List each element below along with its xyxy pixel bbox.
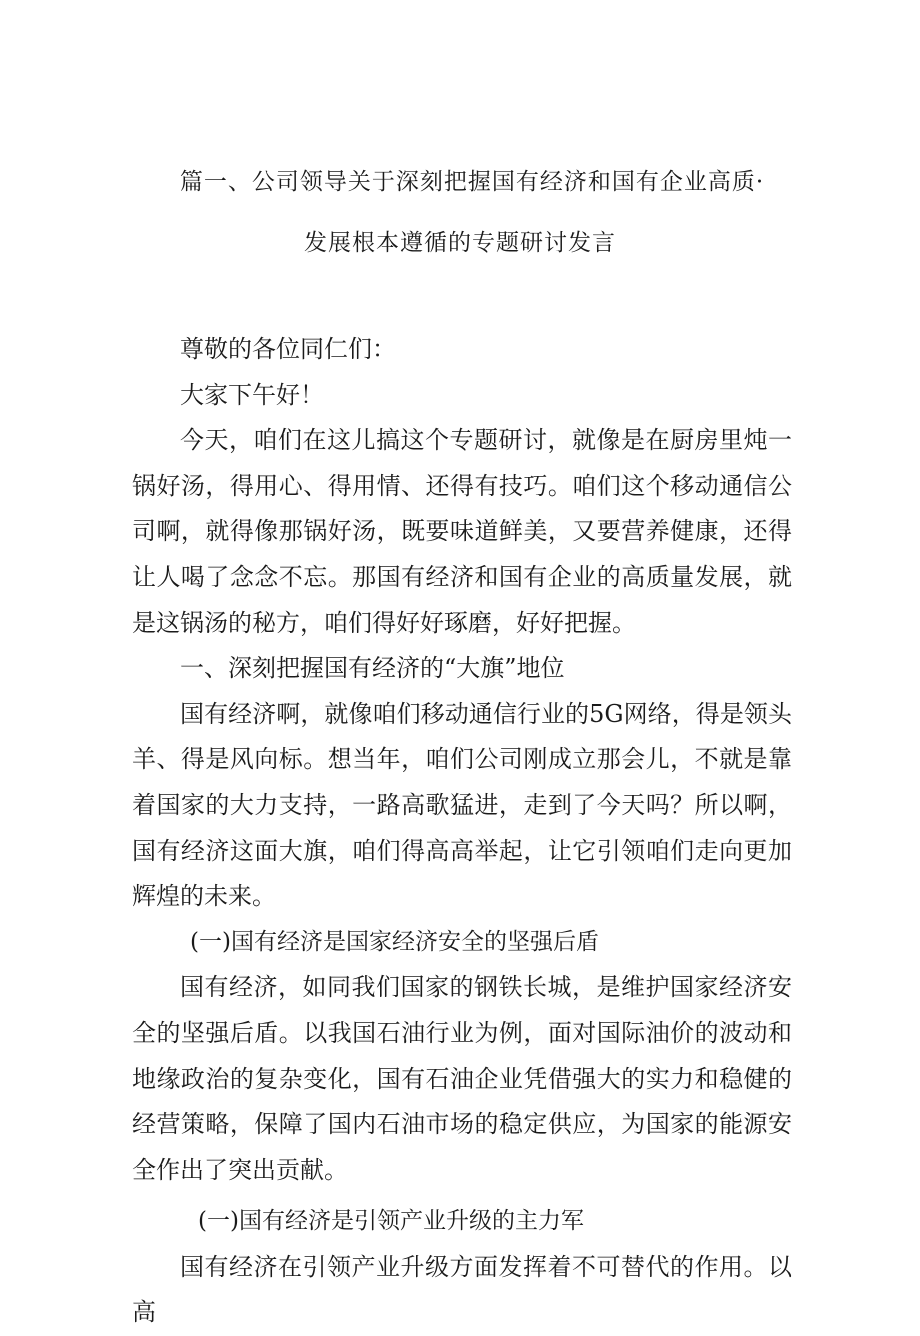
paragraph-section-1: 国有经济啊，就像咱们移动通信行业的5G网络，得是领头羊、得是风向标。想当年，咱们公司刚成立那会儿，不就是靠着国家的大力支持，一路高歌猛进，走到了今天吗？所以啊，国有经济这面大旗，咱们得高高举起，让它引领咱们走向更加辉煌的未来。 bbox=[132, 699, 792, 911]
paragraph-subsection-2: 国有经济在引领产业升级方面发挥着不可替代的作用。以高 bbox=[132, 1252, 792, 1327]
salutation: 尊敬的各位同仁们： bbox=[180, 335, 396, 363]
paragraph-intro: 今天，咱们在这儿搞这个专题研讨，就像是在厨房里炖一锅好汤，得用心、得用情、还得有技巧。咱们这个移动通信公司啊，就得像那锅好汤，既要味道鲜美，又要营养健康，还得让人喝了念念不忘。那国有经济和国有企业的高质量发展，就是这锅汤的秘方，咱们得好好琢磨，好好把握。 bbox=[132, 426, 792, 637]
subsection-heading-1: (一)国有经济是国家经济安全的坚强后盾 bbox=[190, 928, 599, 955]
document-body bbox=[132, 327, 792, 1336]
document-title-line-1: 篇一、公司领导关于深刻把握国有经济和国有企业高质· bbox=[179, 169, 765, 195]
document-title-line-2: 发展根本遵循的专题研讨发言 bbox=[304, 230, 616, 256]
section-heading-1: 一、深刻把握国有经济的“大旗”地位 bbox=[180, 654, 565, 683]
paragraph-subsection-1: 国有经济，如同我们国家的钢铁长城，是维护国家经济安全的坚强后盾。以我国石油行业为例，面对国际油价的波动和地缘政治的复杂变化，国有石油企业凭借强大的实力和稳健的经营策略，保障了国内石油市场的稳定供应，为国家的能源安全作出了突出贡献。 bbox=[132, 973, 792, 1184]
greeting: 大家下午好！ bbox=[180, 380, 324, 409]
subsection-heading-2: (一)国有经济是引领产业升级的主力军 bbox=[198, 1208, 584, 1235]
